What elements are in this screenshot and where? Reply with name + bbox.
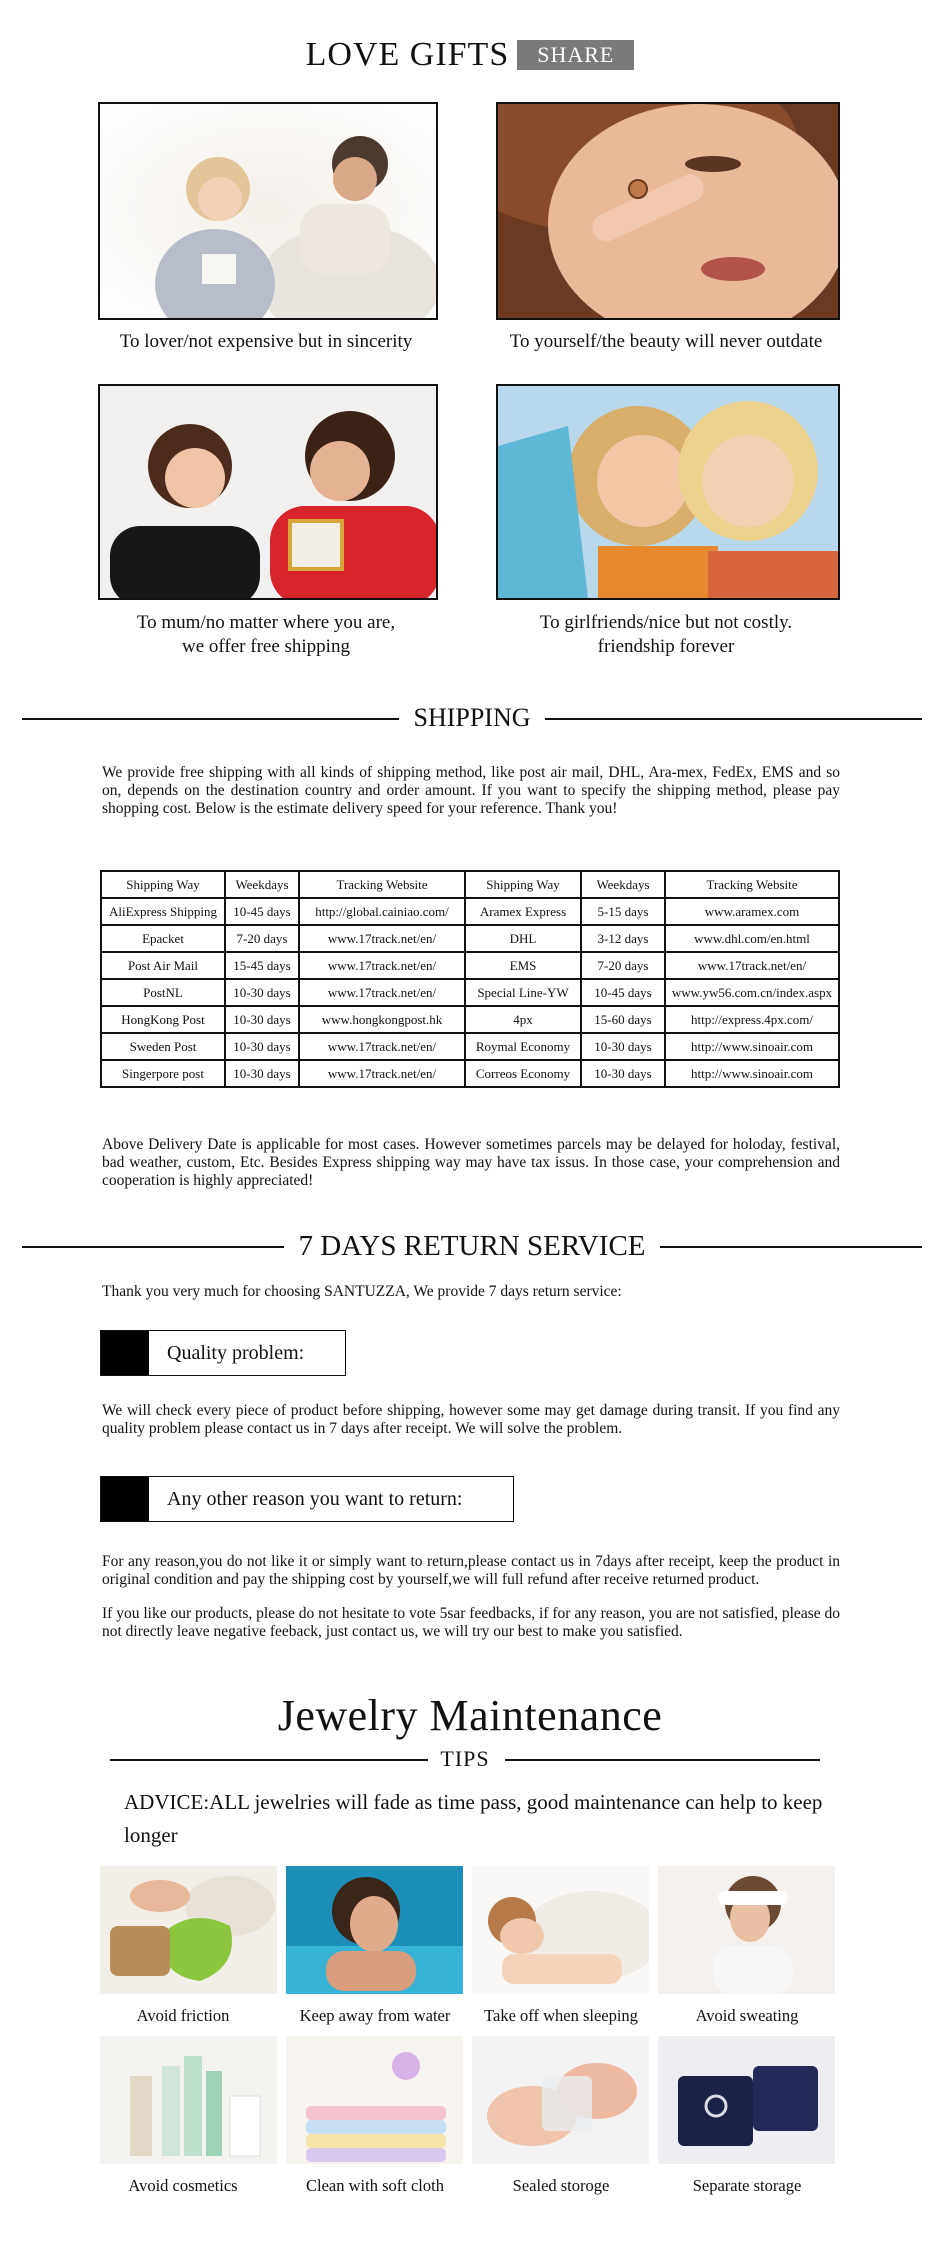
return-title: 7 DAYS RETURN SERVICE bbox=[284, 1230, 659, 1262]
table-row bbox=[101, 898, 839, 925]
table-row bbox=[101, 1033, 839, 1060]
table-cell: http://global.cainiao.com/ bbox=[299, 898, 465, 925]
table-cell: Aramex Express bbox=[465, 898, 581, 925]
tile-take-off-sleeping bbox=[472, 1866, 649, 1994]
quality-problem-box bbox=[100, 1330, 346, 1376]
share-button[interactable]: SHARE bbox=[517, 40, 634, 70]
gift-photo-lover bbox=[98, 102, 438, 320]
table-header-cell: Weekdays bbox=[581, 871, 665, 898]
tip-caption: Take off when sleeping bbox=[484, 2006, 638, 2025]
tile-separate-storage bbox=[658, 2036, 835, 2164]
shipping-table bbox=[100, 870, 840, 1088]
tile-avoid-sweating bbox=[658, 1866, 835, 1994]
table-cell: http://express.4px.com/ bbox=[665, 1006, 839, 1033]
gift-caption-girlfriends-line2: friendship forever bbox=[597, 636, 735, 657]
table-cell: 10-30 days bbox=[225, 979, 299, 1006]
gift-caption-girlfriends-line1: To girlfriends/nice but not costly. bbox=[539, 612, 793, 633]
tip-caption: Avoid sweating bbox=[695, 2006, 799, 2025]
quality-problem-text: We will check every piece of product before shipping, however some may get damage during transit. If you find any quality problem please contact us in 7 days after receipt. We will solve the problem. bbox=[102, 1402, 840, 1437]
tile-avoid-cosmetics bbox=[100, 2036, 277, 2164]
tips-label: TIPS bbox=[440, 1746, 490, 1771]
table-cell: DHL bbox=[465, 925, 581, 952]
table-cell: www.yw56.com.cn/index.aspx bbox=[665, 979, 839, 1006]
table-cell: 3-12 days bbox=[581, 925, 665, 952]
table-cell: http://www.sinoair.com bbox=[665, 1033, 839, 1060]
other-reason-label: Any other reason you want to return: bbox=[167, 1488, 463, 1510]
gift-photo-yourself bbox=[496, 102, 840, 320]
table-cell: Epacket bbox=[101, 925, 225, 952]
feedback-text: If you like our products, please do not hesitate to vote 5sar feedbacks, if for any reason, you are not satisfied, please do not directly leave negative feeback, just contact us, we will try our best to make you satisfied. bbox=[102, 1605, 840, 1640]
love-gifts-header bbox=[0, 36, 940, 74]
gift-photo-girlfriends bbox=[496, 384, 840, 600]
table-cell: 10-45 days bbox=[225, 898, 299, 925]
table-cell: www.17track.net/en/ bbox=[299, 925, 465, 952]
gift-caption-mum-line2: we offer free shipping bbox=[182, 636, 350, 657]
page-title: LOVE GIFTS bbox=[305, 36, 510, 73]
table-header-cell: Shipping Way bbox=[101, 871, 225, 898]
shipping-title: SHIPPING bbox=[399, 703, 544, 732]
table-header-cell: Tracking Website bbox=[299, 871, 465, 898]
shipping-note: Above Delivery Date is applicable for most cases. However sometimes parcels may be delayed for holoday, festival, bad weather, custom, Etc. Besides Express shipping way may have tax issus. In those case, your comprehension and cooperation is highly appreciated! bbox=[102, 1136, 840, 1189]
table-cell: 10-30 days bbox=[225, 1006, 299, 1033]
table-cell: 7-20 days bbox=[225, 925, 299, 952]
table-cell: 7-20 days bbox=[581, 952, 665, 979]
table-cell: Singerpore post bbox=[101, 1060, 225, 1087]
gift-caption-mum bbox=[66, 611, 466, 659]
other-reason-marker bbox=[101, 1477, 149, 1521]
tile-clean-soft-cloth bbox=[286, 2036, 463, 2164]
table-cell: 5-15 days bbox=[581, 898, 665, 925]
table-cell: Post Air Mail bbox=[101, 952, 225, 979]
shipping-heading bbox=[22, 698, 922, 738]
table-header-cell: Tracking Website bbox=[665, 871, 839, 898]
table-cell: 4px bbox=[465, 1006, 581, 1033]
table-cell: www.17track.net/en/ bbox=[299, 1060, 465, 1087]
gift-caption-girlfriends bbox=[466, 611, 866, 659]
tip-caption: Avoid cosmetics bbox=[128, 2176, 238, 2195]
table-cell: PostNL bbox=[101, 979, 225, 1006]
table-cell: AliExpress Shipping bbox=[101, 898, 225, 925]
quality-problem-label: Quality problem: bbox=[167, 1342, 305, 1364]
table-row bbox=[101, 925, 839, 952]
tile-sealed-storage bbox=[472, 2036, 649, 2164]
table-header-cell: Weekdays bbox=[225, 871, 299, 898]
other-reason-box bbox=[100, 1476, 514, 1522]
table-row bbox=[101, 979, 839, 1006]
table-cell: Roymal Economy bbox=[465, 1033, 581, 1060]
table-cell: Sweden Post bbox=[101, 1033, 225, 1060]
table-cell: 15-45 days bbox=[225, 952, 299, 979]
maintenance-title: Jewelry Maintenance bbox=[277, 1691, 663, 1740]
tip-caption: Sealed storoge bbox=[512, 2176, 610, 2195]
return-heading bbox=[22, 1226, 922, 1266]
table-row bbox=[101, 1006, 839, 1033]
table-cell: EMS bbox=[465, 952, 581, 979]
other-reason-text: For any reason,you do not like it or simply want to return,please contact us in 7days after receipt, keep the product in original condition and pay the shipping cost by yourself,we will full refund after receive returned product. bbox=[102, 1553, 840, 1588]
tip-caption: Keep away from water bbox=[299, 2006, 451, 2025]
quality-problem-marker bbox=[101, 1331, 149, 1375]
table-cell: HongKong Post bbox=[101, 1006, 225, 1033]
table-cell: 10-30 days bbox=[581, 1033, 665, 1060]
gift-caption-lover: To lover/not expensive but in sincerity bbox=[119, 331, 413, 352]
table-row bbox=[101, 952, 839, 979]
shipping-intro: We provide free shipping with all kinds of shipping method, like post air mail, DHL, Ara-mex, FedEx, EMS and so on, depends on the destination country and order amount. If you want to specify the shipping method, please pay shopping cost. Below is the estimate delivery speed for your reference. Thank you! bbox=[102, 764, 840, 817]
table-cell: Correos Economy bbox=[465, 1060, 581, 1087]
table-cell: www.aramex.com bbox=[665, 898, 839, 925]
table-cell: www.17track.net/en/ bbox=[299, 979, 465, 1006]
tile-keep-away-water bbox=[286, 1866, 463, 1994]
maintenance-advice: ADVICE:ALL jewelries will fade as time pass, good maintenance can help to keep longer bbox=[124, 1790, 823, 1847]
table-cell: http://www.sinoair.com bbox=[665, 1060, 839, 1087]
tip-caption: Avoid friction bbox=[136, 2006, 230, 2025]
table-cell: 10-30 days bbox=[225, 1033, 299, 1060]
table-cell: Special Line-YW bbox=[465, 979, 581, 1006]
return-intro: Thank you very much for choosing SANTUZZA, We provide 7 days return service: bbox=[102, 1283, 622, 1300]
table-cell: www.17track.net/en/ bbox=[665, 952, 839, 979]
table-cell: 10-45 days bbox=[581, 979, 665, 1006]
table-cell: www.dhl.com/en.html bbox=[665, 925, 839, 952]
table-cell: www.17track.net/en/ bbox=[299, 952, 465, 979]
table-cell: www.17track.net/en/ bbox=[299, 1033, 465, 1060]
table-cell: www.hongkongpost.hk bbox=[299, 1006, 465, 1033]
tile-avoid-friction bbox=[100, 1866, 277, 1994]
tips-heading bbox=[110, 1744, 820, 1774]
table-header-row bbox=[101, 871, 839, 898]
table-cell: 10-30 days bbox=[225, 1060, 299, 1087]
gift-caption-mum-line1: To mum/no matter where you are, bbox=[136, 612, 396, 633]
gift-caption-yourself: To yourself/the beauty will never outdate bbox=[509, 331, 823, 352]
tip-caption: Separate storage bbox=[692, 2176, 802, 2195]
table-cell: 15-60 days bbox=[581, 1006, 665, 1033]
table-cell: 10-30 days bbox=[581, 1060, 665, 1087]
table-row bbox=[101, 1060, 839, 1087]
tip-caption: Clean with soft cloth bbox=[306, 2176, 444, 2195]
table-header-cell: Shipping Way bbox=[465, 871, 581, 898]
gift-photo-mum bbox=[98, 384, 438, 600]
